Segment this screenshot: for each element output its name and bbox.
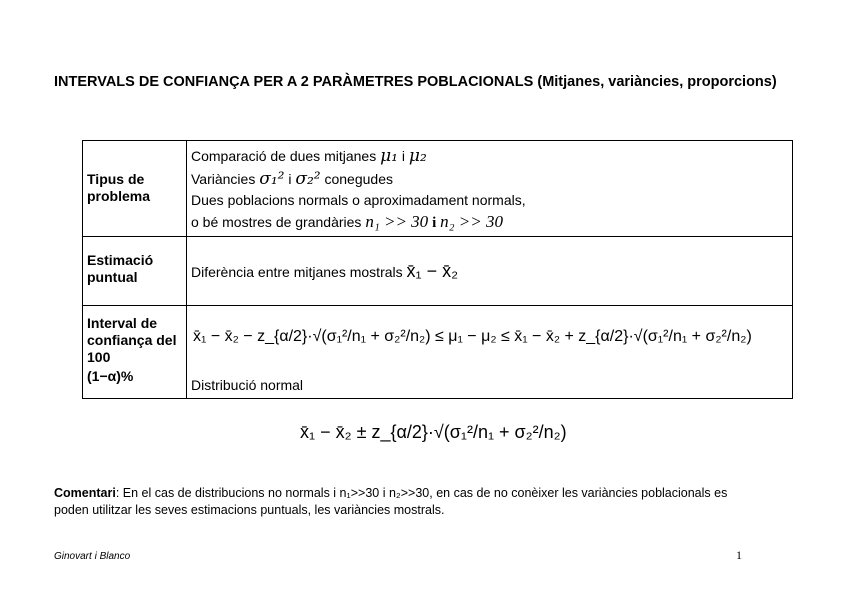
summary-formula: x̄₁ − x̄₂ ± z_{α/2}·√(σ₁²/n₁ + σ₂²/n₂) bbox=[300, 422, 567, 442]
sigma1-squared: σ₁² bbox=[259, 169, 285, 189]
problem-line-2: Variàncies σ₁² i σ₂² conegudes bbox=[191, 169, 393, 189]
row-content-point-estimate bbox=[187, 237, 792, 305]
table-row-point-estimate bbox=[83, 237, 792, 306]
row-label-point-estimate: Estimació puntual bbox=[83, 237, 187, 305]
table-row-confidence-interval bbox=[83, 306, 792, 399]
sample-size-condition-1: n₁ >> 30 bbox=[365, 212, 429, 231]
comment-text: : En el cas de distribucions no normals i n₁>>30 i n₂>>30, en cas de no conèixer les variàncies poblacionals es poden utilitzar les seves estimacions puntuals, les variàncies mostrals. bbox=[54, 486, 728, 517]
mu2-symbol: μ₂ bbox=[408, 146, 427, 166]
row-label-confidence-interval: Interval de confiança del 100 (1−α)% bbox=[83, 306, 187, 399]
point-estimate-expression: x̄₁ − x̄₂ bbox=[406, 261, 459, 281]
problem-line-1: Comparació de dues mitjanes μ₁ i μ₂ bbox=[191, 146, 427, 166]
row-content-problem-type bbox=[187, 141, 792, 236]
confidence-interval-formula: x̄₁ − x̄₂ − z_{α/2}·√(σ₁²/n₁ + σ₂²/n₂) ≤ μ₁ − μ₂ ≤ x̄₁ − x̄₂ + z_{α/2}·√(σ₁²/n₁ + σ₂²/n₂) bbox=[193, 328, 752, 345]
problem-line-3: Dues poblacions normals o aproximadament normals, bbox=[191, 192, 526, 208]
comment-paragraph bbox=[54, 485, 754, 519]
footer-authors: Ginovart i Blanco bbox=[54, 551, 131, 562]
table-row-problem-type bbox=[83, 141, 792, 237]
page-title: INTERVALS DE CONFIANÇA PER A 2 PARÀMETRES POBLACIONALS (Mitjanes, variàncies, proporcions) bbox=[54, 74, 777, 90]
sigma2-squared: σ₂² bbox=[295, 169, 321, 189]
mu1-symbol: μ₁ bbox=[380, 146, 398, 166]
comment-label: Comentari bbox=[54, 486, 116, 500]
distribution-note: Distribució normal bbox=[191, 377, 304, 393]
sample-size-condition-2: n₂ >> 30 bbox=[440, 212, 503, 231]
confidence-interval-table bbox=[82, 140, 793, 399]
point-estimate-text: Diferència entre mitjanes mostrals bbox=[191, 264, 403, 280]
problem-line-4: o bé mostres de grandàries n₁ >> 30 i n₂ >> 30 bbox=[191, 212, 503, 231]
page-number: 1 bbox=[736, 548, 742, 562]
row-label-problem-type: Tipus de problema bbox=[83, 141, 187, 236]
row-content-confidence-interval bbox=[187, 306, 792, 399]
